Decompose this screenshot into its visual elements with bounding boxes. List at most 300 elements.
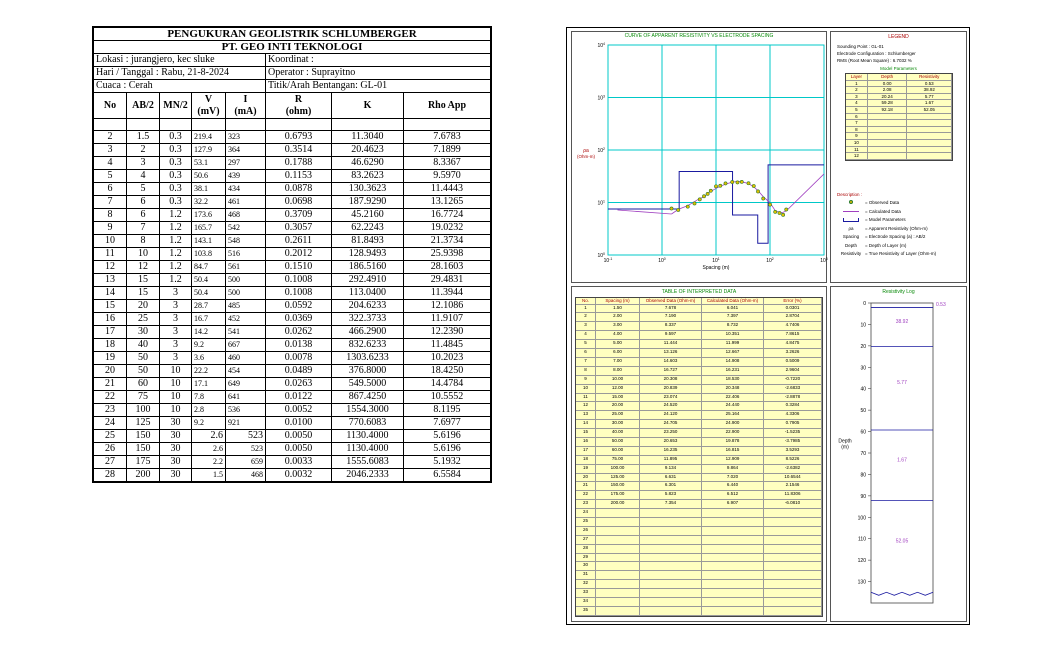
description-list xyxy=(837,200,965,260)
table-cell: 0.1153 xyxy=(266,170,332,183)
cell xyxy=(868,147,908,153)
table-cell: 659 xyxy=(226,456,266,469)
x-tick-label: $10^1$ xyxy=(712,257,720,264)
table-cell: 4 xyxy=(127,170,160,183)
cell: 6.301 xyxy=(640,482,702,490)
point-field: Titik/Arah Bentangan: GL-01 xyxy=(266,80,491,93)
table-cell: 16.7724 xyxy=(404,209,491,222)
cell: 8.732 xyxy=(702,322,764,330)
cell xyxy=(596,598,640,606)
observed-point xyxy=(774,210,777,213)
table-cell: 516 xyxy=(226,248,266,261)
table-row xyxy=(576,438,822,447)
table-cell: 50.6 xyxy=(192,170,226,183)
cell xyxy=(702,589,764,597)
cell: 20.24 xyxy=(868,94,908,100)
cell xyxy=(764,545,822,553)
table-cell: 770.6083 xyxy=(332,417,404,430)
cell xyxy=(702,598,764,606)
table-cell: 2046.2333 xyxy=(332,469,404,482)
cell: 24.520 xyxy=(640,402,702,410)
observed-point xyxy=(736,181,739,184)
table-cell: 8.3367 xyxy=(404,157,491,170)
cell xyxy=(596,545,640,553)
table-cell: 3 xyxy=(160,300,192,313)
model-title: Model Parameters xyxy=(880,66,917,71)
cell: 5.77 xyxy=(907,94,952,100)
table-cell: 10 xyxy=(160,404,192,417)
column-header: Rho App xyxy=(404,93,491,119)
y-tick-label: $10^3$ xyxy=(597,94,605,102)
cell xyxy=(640,527,702,535)
table-cell: 541 xyxy=(226,326,266,339)
table-cell: 30 xyxy=(160,443,192,456)
table-row xyxy=(94,183,491,196)
table-row xyxy=(94,352,491,365)
cell: 0.7905 xyxy=(764,420,822,428)
table-cell: 50 xyxy=(127,352,160,365)
table-cell: 667 xyxy=(226,339,266,352)
table-row xyxy=(94,469,491,482)
cell xyxy=(764,607,822,615)
sounding-point: Sounding Point : GL-01 xyxy=(837,44,884,49)
table-cell: 6.5584 xyxy=(404,469,491,482)
cell: 16 xyxy=(576,438,596,446)
cell: 12.00 xyxy=(596,385,640,393)
interpreted-data-table xyxy=(575,297,823,617)
x-tick-label: $10^0$ xyxy=(658,257,666,264)
cell: 7.00 xyxy=(596,358,640,366)
table-row xyxy=(576,607,822,616)
observed-point xyxy=(768,203,771,206)
description-title: Description : xyxy=(837,192,863,197)
table-cell: 23 xyxy=(94,404,127,417)
table-cell: 1.5 xyxy=(127,131,160,144)
description-text: = Depth of Layer (m) xyxy=(865,242,907,248)
table-cell: 0.0032 xyxy=(266,469,332,482)
table-row xyxy=(576,554,822,563)
cell: 19 xyxy=(576,465,596,473)
description-symbol: Resistivity xyxy=(840,251,862,256)
layer-resistivity: 52.05 xyxy=(895,538,909,545)
table-row xyxy=(94,443,491,456)
cell: 25.00 xyxy=(596,411,640,419)
cell xyxy=(596,509,640,517)
cell xyxy=(907,140,952,146)
table-cell: 2.2 xyxy=(192,456,226,469)
observed-point xyxy=(693,202,696,205)
table-cell: 32.2 xyxy=(192,196,226,209)
table-cell: 15 xyxy=(94,300,127,313)
cell: 2 xyxy=(846,87,868,93)
cell xyxy=(596,536,640,544)
cell: 3 xyxy=(576,322,596,330)
cell xyxy=(640,580,702,588)
cell xyxy=(596,571,640,579)
cell: 35 xyxy=(576,607,596,615)
cell: Calculated Data (Ohm-m) xyxy=(702,298,764,304)
cell: 7.397 xyxy=(702,313,764,321)
table-cell: 20 xyxy=(127,300,160,313)
table-cell: 1.5 xyxy=(192,469,226,482)
cell: 50.00 xyxy=(596,438,640,446)
table-cell: 18.4250 xyxy=(404,365,491,378)
cell: 6.907 xyxy=(702,500,764,508)
table-cell: 150 xyxy=(127,430,160,443)
cell: 60.00 xyxy=(596,447,640,455)
cell: 11 xyxy=(576,394,596,402)
table-cell: 9 xyxy=(94,222,127,235)
cell xyxy=(702,536,764,544)
cell: 16.815 xyxy=(702,447,764,455)
cell: 75.00 xyxy=(596,456,640,464)
cell: 200.00 xyxy=(596,500,640,508)
cell: 2.1546 xyxy=(764,482,822,490)
cell: 59.28 xyxy=(868,100,908,106)
table-cell: 12 xyxy=(127,261,160,274)
table-cell: 0.3 xyxy=(160,196,192,209)
table-cell: 0.3 xyxy=(160,157,192,170)
cell: 5.00 xyxy=(596,340,640,348)
cell: 10 xyxy=(576,385,596,393)
table-cell: 523 xyxy=(226,443,266,456)
table-cell: 2 xyxy=(94,131,127,144)
cell: 14 xyxy=(576,420,596,428)
table-cell: 127.9 xyxy=(192,144,226,157)
cell: 17 xyxy=(576,447,596,455)
cell: 24.440 xyxy=(702,402,764,410)
description-item xyxy=(837,234,965,243)
cell: 2.9604 xyxy=(764,367,822,375)
cell: 1.67 xyxy=(907,100,952,106)
cell: 28 xyxy=(576,545,596,553)
table-cell: 468 xyxy=(226,209,266,222)
cell: -6.0810 xyxy=(764,500,822,508)
cell: 8.337 xyxy=(640,322,702,330)
depth-tick-label: 50 xyxy=(860,408,866,415)
table-cell: 6 xyxy=(127,209,160,222)
cell: 6 xyxy=(576,349,596,357)
cell xyxy=(596,607,640,615)
cell: 12 xyxy=(576,402,596,410)
table-cell: 45.2160 xyxy=(332,209,404,222)
table-cell: 5 xyxy=(127,183,160,196)
observed-point xyxy=(702,195,705,198)
table-cell: 452 xyxy=(226,313,266,326)
curve-panel xyxy=(571,31,827,283)
table-cell: 11.3040 xyxy=(332,131,404,144)
cell xyxy=(702,518,764,526)
cell: 15.00 xyxy=(596,394,640,402)
table-cell: 29.4831 xyxy=(404,274,491,287)
table-row xyxy=(94,144,491,157)
table-cell: 186.5160 xyxy=(332,261,404,274)
cell: 20.839 xyxy=(640,385,702,393)
table-cell: 1.2 xyxy=(160,235,192,248)
x-tick-label: $10^2$ xyxy=(766,257,774,264)
cell: 29 xyxy=(576,554,596,562)
table-cell: 4 xyxy=(94,157,127,170)
table-cell: 466.2900 xyxy=(332,326,404,339)
table-cell: 0.0698 xyxy=(266,196,332,209)
cell: 4.3306 xyxy=(764,411,822,419)
x-axis-label: Spacing (m) xyxy=(702,265,730,271)
table-row xyxy=(94,196,491,209)
table-cell: 297 xyxy=(226,157,266,170)
table-cell: 468 xyxy=(226,469,266,482)
observed-point xyxy=(706,192,709,195)
cell xyxy=(702,527,764,535)
cell xyxy=(702,607,764,615)
table-cell: 0.6793 xyxy=(266,131,332,144)
table-cell: 0.3 xyxy=(160,183,192,196)
table-cell: 8 xyxy=(94,209,127,222)
cell: 125.00 xyxy=(596,474,640,482)
model-header xyxy=(846,74,952,81)
table-cell: 150 xyxy=(127,443,160,456)
table-cell: 10 xyxy=(160,378,192,391)
table-cell: 30 xyxy=(127,326,160,339)
layer-resistivity: 38.92 xyxy=(895,318,909,325)
observed-point xyxy=(782,213,785,216)
cell: 4.7406 xyxy=(764,322,822,330)
cell xyxy=(702,562,764,570)
coordinate-field: Koordinat : xyxy=(266,54,491,67)
table-cell: 5.6196 xyxy=(404,430,491,443)
table-cell: 8 xyxy=(127,235,160,248)
cell: 6.631 xyxy=(640,474,702,482)
table-cell: 1.2 xyxy=(160,248,192,261)
table-cell: 17 xyxy=(94,326,127,339)
table-cell: 13.1265 xyxy=(404,196,491,209)
table-row xyxy=(576,322,822,331)
ipi2win-report xyxy=(566,27,970,625)
table-row xyxy=(576,367,822,376)
table-row xyxy=(94,157,491,170)
table-cell: 53.1 xyxy=(192,157,226,170)
table-cell: 439 xyxy=(226,170,266,183)
cell: 9.597 xyxy=(640,331,702,339)
description-symbol xyxy=(837,217,865,226)
table-cell: 20 xyxy=(94,365,127,378)
table-cell: 0.2012 xyxy=(266,248,332,261)
observed-point xyxy=(778,211,781,214)
cell xyxy=(764,509,822,517)
observed-point xyxy=(724,182,727,185)
cell: 22 xyxy=(576,491,596,499)
cell: 2 xyxy=(576,313,596,321)
cell: 24 xyxy=(576,509,596,517)
table-cell: 5.6196 xyxy=(404,443,491,456)
table-cell: 15 xyxy=(127,287,160,300)
table-row xyxy=(94,417,491,430)
depth-tick-label: 60 xyxy=(860,429,866,436)
cell: -0.7220 xyxy=(764,376,822,384)
table-row xyxy=(94,391,491,404)
cell xyxy=(764,571,822,579)
cell: 2.08 xyxy=(868,87,908,93)
cell: 14.908 xyxy=(702,358,764,366)
description-text: = Electrode Spacing (a) : AB/2 xyxy=(865,234,926,239)
cell: 4 xyxy=(576,331,596,339)
depth-tick-label: 110 xyxy=(858,536,866,543)
cell xyxy=(596,554,640,562)
cell: 3 xyxy=(846,94,868,100)
cell: -2.6833 xyxy=(764,385,822,393)
depth-tick-label: 130 xyxy=(857,579,866,586)
table-cell: 14.2 xyxy=(192,326,226,339)
cell: 11.8306 xyxy=(764,491,822,499)
cell xyxy=(640,571,702,579)
table-row xyxy=(576,527,822,536)
cell: 5.823 xyxy=(640,491,702,499)
cell: 5 xyxy=(576,340,596,348)
measurement-sheet xyxy=(92,26,492,483)
cell: 15 xyxy=(576,429,596,437)
description-text: = True Resistivity of Layer (Ohm-m) xyxy=(865,251,937,256)
table-row xyxy=(94,339,491,352)
cell xyxy=(868,133,908,139)
table-cell: 100 xyxy=(127,404,160,417)
table-cell: 461 xyxy=(226,196,266,209)
cell: 2.8704 xyxy=(764,313,822,321)
table-cell: 27 xyxy=(94,456,127,469)
cell: 30.00 xyxy=(596,420,640,428)
table-row xyxy=(576,420,822,429)
description-item xyxy=(837,209,965,218)
cell xyxy=(702,580,764,588)
table-cell: 10 xyxy=(160,391,192,404)
table-cell: 30 xyxy=(160,469,192,482)
cell: 7.020 xyxy=(702,474,764,482)
model-row xyxy=(846,107,952,114)
top-layer-value: 0.53 xyxy=(936,302,946,308)
model-row xyxy=(846,120,952,127)
table-cell: 292.4910 xyxy=(332,274,404,287)
cell: 23.250 xyxy=(640,429,702,437)
cell: 22.900 xyxy=(702,429,764,437)
cell xyxy=(764,562,822,570)
table-cell: 9.2 xyxy=(192,339,226,352)
cell: 175.00 xyxy=(596,491,640,499)
description-symbol xyxy=(837,200,865,209)
cell: 6 xyxy=(846,114,868,120)
table-title: TABLE OF INTERPRETED DATA xyxy=(661,289,737,295)
cell: 1.50 xyxy=(596,305,640,313)
cell: 26 xyxy=(576,527,596,535)
table-cell: 0.0033 xyxy=(266,456,332,469)
cell: 32 xyxy=(576,580,596,588)
cell: -2.6382 xyxy=(764,465,822,473)
observed-point xyxy=(747,182,750,185)
cell xyxy=(702,554,764,562)
interpreted-table-panel xyxy=(571,286,827,622)
cell: 16.231 xyxy=(702,367,764,375)
table-cell: 5.1932 xyxy=(404,456,491,469)
cell: 13 xyxy=(576,411,596,419)
table-cell: 1.2 xyxy=(160,222,192,235)
cell xyxy=(596,580,640,588)
table-cell: 19 xyxy=(94,352,127,365)
cell: 31 xyxy=(576,571,596,579)
cell: 9.864 xyxy=(702,465,764,473)
cell: 11.999 xyxy=(702,340,764,348)
location-field: Lokasi : jurangjero, kec sluke xyxy=(94,54,266,67)
table-cell: 28.1603 xyxy=(404,261,491,274)
table-cell: 3 xyxy=(160,352,192,365)
cell: 22.406 xyxy=(702,394,764,402)
cell: 18 xyxy=(576,456,596,464)
cell: 34 xyxy=(576,598,596,606)
cell: 12 xyxy=(846,153,868,159)
table-row xyxy=(576,509,822,518)
description-symbol xyxy=(837,209,865,218)
table-row xyxy=(94,209,491,222)
cell xyxy=(702,509,764,517)
table-cell: 641 xyxy=(226,391,266,404)
table-cell: 50 xyxy=(127,365,160,378)
table-row xyxy=(94,456,491,469)
cell xyxy=(640,598,702,606)
depth-tick-label: 80 xyxy=(860,472,866,479)
table-row xyxy=(576,385,822,394)
cell: 10.351 xyxy=(702,331,764,339)
table-cell: 0.1008 xyxy=(266,274,332,287)
cell: 1 xyxy=(846,81,868,87)
table-cell: 30 xyxy=(160,417,192,430)
table-cell: 11.3944 xyxy=(404,287,491,300)
table-cell: 11 xyxy=(94,248,127,261)
cell: 6.041 xyxy=(702,305,764,313)
table-row xyxy=(94,313,491,326)
column-header: V (mV) xyxy=(192,93,226,119)
table-cell: 50.4 xyxy=(192,274,226,287)
table-cell: 7.6977 xyxy=(404,417,491,430)
table-cell: 60 xyxy=(127,378,160,391)
cell: 9 xyxy=(846,133,868,139)
table-cell: 75 xyxy=(127,391,160,404)
table-cell: 30 xyxy=(160,430,192,443)
cell: 16.235 xyxy=(640,447,702,455)
table-row xyxy=(576,349,822,358)
table-cell: 16.7 xyxy=(192,313,226,326)
table-row xyxy=(576,447,822,456)
table-cell: 30 xyxy=(160,456,192,469)
table-cell: 0.2611 xyxy=(266,235,332,248)
description-item xyxy=(837,226,965,235)
table-cell: 28.7 xyxy=(192,300,226,313)
cell: 20 xyxy=(576,474,596,482)
model-row xyxy=(846,153,952,160)
table-row xyxy=(94,300,491,313)
table-row xyxy=(576,331,822,340)
table-cell: 921 xyxy=(226,417,266,430)
cell: 4 xyxy=(846,100,868,106)
table-cell: 549.5000 xyxy=(332,378,404,391)
cell: 13.126 xyxy=(640,349,702,357)
depth-tick-label: 40 xyxy=(860,386,866,393)
table-row xyxy=(576,465,822,474)
table-cell: 434 xyxy=(226,183,266,196)
x-tick-label: $10^3$ xyxy=(820,257,828,264)
cell: 11 xyxy=(846,147,868,153)
cell: 19.878 xyxy=(702,438,764,446)
table-cell: 21 xyxy=(94,378,127,391)
model-parameters-table xyxy=(845,73,953,161)
model-row xyxy=(846,127,952,134)
description-item xyxy=(837,243,965,252)
cell: 6.00 xyxy=(596,349,640,357)
